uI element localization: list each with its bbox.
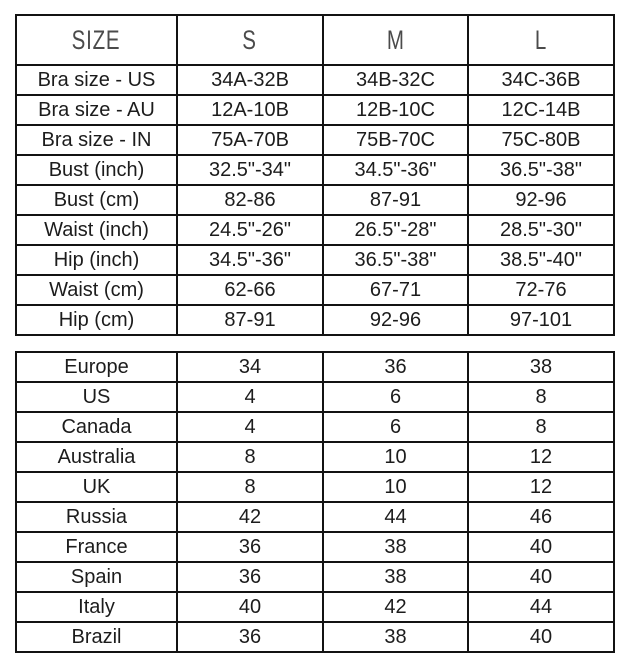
- value-cell: 62-66: [177, 275, 323, 305]
- value-cell: 4: [177, 382, 323, 412]
- value-cell: 42: [177, 502, 323, 532]
- value-cell: 36.5"-38": [468, 155, 614, 185]
- country-label: UK: [16, 472, 177, 502]
- table-row: [16, 562, 614, 592]
- table-row: [16, 412, 614, 442]
- table-row: [16, 532, 614, 562]
- value-cell: 12C-14B: [468, 95, 614, 125]
- measurement-label: Hip (inch): [16, 245, 177, 275]
- value-cell: 4: [177, 412, 323, 442]
- table-row: [16, 245, 614, 275]
- value-cell: 67-71: [323, 275, 468, 305]
- column-header-s: [177, 15, 323, 65]
- value-cell: 44: [323, 502, 468, 532]
- value-cell: 12: [468, 442, 614, 472]
- measurement-label: Bust (inch): [16, 155, 177, 185]
- value-cell: 36.5"-38": [323, 245, 468, 275]
- table-row: [16, 95, 614, 125]
- value-cell: 12A-10B: [177, 95, 323, 125]
- value-cell: 82-86: [177, 185, 323, 215]
- value-cell: 44: [468, 592, 614, 622]
- value-cell: 75C-80B: [468, 125, 614, 155]
- column-header-s-label: S: [242, 24, 258, 55]
- measurement-size-table: [15, 14, 615, 336]
- column-header-size: [16, 15, 177, 65]
- value-cell: 34C-36B: [468, 65, 614, 95]
- country-label: US: [16, 382, 177, 412]
- measurement-label: Hip (cm): [16, 305, 177, 335]
- value-cell: 40: [177, 592, 323, 622]
- value-cell: 24.5"-26": [177, 215, 323, 245]
- value-cell: 34: [177, 352, 323, 382]
- value-cell: 36: [177, 532, 323, 562]
- table-row: [16, 592, 614, 622]
- table-row: [16, 502, 614, 532]
- country-label: Italy: [16, 592, 177, 622]
- value-cell: 87-91: [323, 185, 468, 215]
- table-row: [16, 275, 614, 305]
- value-cell: 36: [323, 352, 468, 382]
- value-cell: 8: [468, 382, 614, 412]
- column-header-m-label: M: [386, 24, 405, 55]
- table-row: [16, 472, 614, 502]
- value-cell: 28.5"-30": [468, 215, 614, 245]
- value-cell: 34A-32B: [177, 65, 323, 95]
- value-cell: 12B-10C: [323, 95, 468, 125]
- country-label: Brazil: [16, 622, 177, 652]
- value-cell: 12: [468, 472, 614, 502]
- value-cell: 92-96: [323, 305, 468, 335]
- measurement-label: Waist (inch): [16, 215, 177, 245]
- table-row: [16, 622, 614, 652]
- value-cell: 34.5"-36": [177, 245, 323, 275]
- value-cell: 32.5"-34": [177, 155, 323, 185]
- country-label: Canada: [16, 412, 177, 442]
- value-cell: 42: [323, 592, 468, 622]
- country-label: Spain: [16, 562, 177, 592]
- measurement-label: Bra size - US: [16, 65, 177, 95]
- table-row: [16, 352, 614, 382]
- value-cell: 75B-70C: [323, 125, 468, 155]
- country-label: Europe: [16, 352, 177, 382]
- value-cell: 72-76: [468, 275, 614, 305]
- table-row: [16, 65, 614, 95]
- value-cell: 38: [323, 622, 468, 652]
- value-cell: 36: [177, 622, 323, 652]
- measurement-label: Bust (cm): [16, 185, 177, 215]
- value-cell: 40: [468, 532, 614, 562]
- value-cell: 40: [468, 562, 614, 592]
- value-cell: 26.5"-28": [323, 215, 468, 245]
- column-header-size-label: SIZE: [72, 24, 121, 55]
- value-cell: 75A-70B: [177, 125, 323, 155]
- table-row: [16, 185, 614, 215]
- value-cell: 6: [323, 412, 468, 442]
- value-cell: 36: [177, 562, 323, 592]
- value-cell: 46: [468, 502, 614, 532]
- country-label: France: [16, 532, 177, 562]
- table-row: [16, 155, 614, 185]
- value-cell: 38.5"-40": [468, 245, 614, 275]
- table-row: [16, 442, 614, 472]
- table-row: [16, 215, 614, 245]
- measurement-label: Waist (cm): [16, 275, 177, 305]
- value-cell: 38: [468, 352, 614, 382]
- value-cell: 8: [468, 412, 614, 442]
- value-cell: 8: [177, 442, 323, 472]
- value-cell: 87-91: [177, 305, 323, 335]
- table-row: [16, 125, 614, 155]
- table-row: [16, 382, 614, 412]
- value-cell: 34.5"-36": [323, 155, 468, 185]
- country-label: Russia: [16, 502, 177, 532]
- value-cell: 10: [323, 442, 468, 472]
- value-cell: 92-96: [468, 185, 614, 215]
- column-header-l: [468, 15, 614, 65]
- value-cell: 97-101: [468, 305, 614, 335]
- value-cell: 38: [323, 532, 468, 562]
- header-row: [16, 15, 614, 65]
- value-cell: 6: [323, 382, 468, 412]
- column-header-l-label: L: [534, 24, 548, 55]
- country-label: Australia: [16, 442, 177, 472]
- table-row: [16, 305, 614, 335]
- value-cell: 34B-32C: [323, 65, 468, 95]
- value-cell: 40: [468, 622, 614, 652]
- international-conversion-table: [15, 351, 615, 653]
- value-cell: 10: [323, 472, 468, 502]
- measurement-label: Bra size - IN: [16, 125, 177, 155]
- value-cell: 38: [323, 562, 468, 592]
- column-header-m: [323, 15, 468, 65]
- value-cell: 8: [177, 472, 323, 502]
- measurement-label: Bra size - AU: [16, 95, 177, 125]
